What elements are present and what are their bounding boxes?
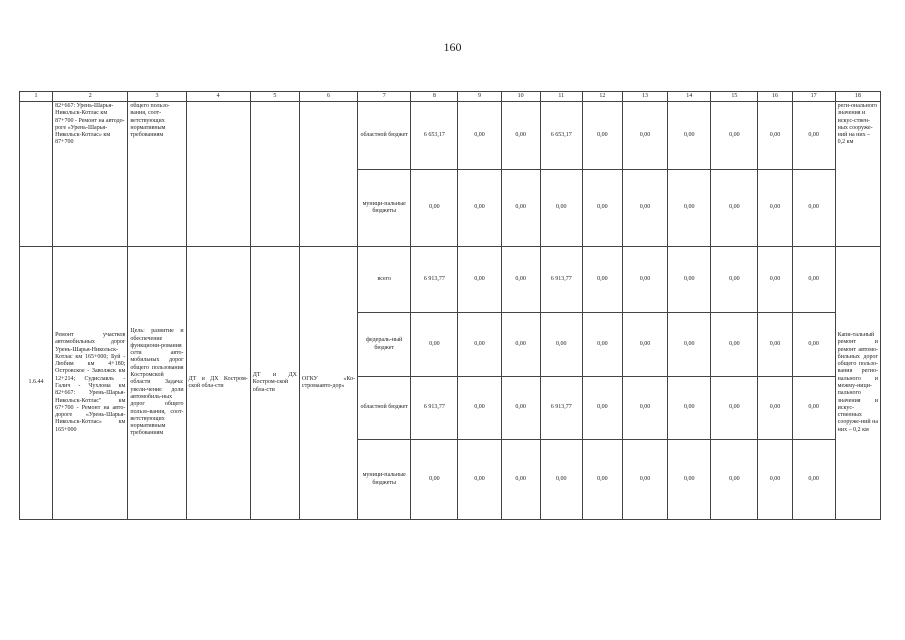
value-cell: 0,00 bbox=[622, 170, 667, 247]
item-number: 1.6.44 bbox=[20, 247, 53, 520]
col-header: 12 bbox=[582, 92, 622, 102]
value-cell: 0,00 bbox=[711, 247, 758, 313]
value-cell: 0,00 bbox=[668, 102, 711, 170]
cont-col6-cell bbox=[299, 102, 357, 247]
value-cell: 6 913,77 bbox=[540, 377, 582, 440]
value-cell: 6 913,77 bbox=[540, 247, 582, 313]
value-cell: 6 653,17 bbox=[540, 102, 582, 170]
page-number: 160 bbox=[443, 40, 462, 54]
value-cell: 0,00 bbox=[458, 313, 501, 377]
value-cell: 0,00 bbox=[711, 170, 758, 247]
col-header: 9 bbox=[458, 92, 501, 102]
col-header: 13 bbox=[622, 92, 667, 102]
col-header: 10 bbox=[501, 92, 540, 102]
cont-goal-cell: общего пользо-вания, соот-ветствующих нормативным требованиям bbox=[128, 102, 186, 247]
value-cell: 0,00 bbox=[668, 377, 711, 440]
col-header: 15 bbox=[711, 92, 758, 102]
item-goal-cell: Цель: развитие и обеспечение функциони-рования сети авто-мобильных дорог общего пользования Костромской области Задача: увели-чение доли автомобиль-ных дорог общего пользо-вания, соот-ветствующих нормативным требованиям bbox=[128, 247, 186, 520]
value-cell: 0,00 bbox=[792, 102, 835, 170]
value-cell: 0,00 bbox=[668, 247, 711, 313]
budget-category: всего bbox=[358, 247, 411, 313]
value-cell: 0,00 bbox=[711, 313, 758, 377]
value-cell: 0,00 bbox=[582, 247, 622, 313]
value-cell: 0,00 bbox=[501, 377, 540, 440]
value-cell: 0,00 bbox=[501, 102, 540, 170]
value-cell: 0,00 bbox=[411, 313, 458, 377]
col-header: 6 bbox=[299, 92, 357, 102]
item-result-cell: Капи-тальный ремонт и ремонт автомо-бильных дорог общего пользо-вания регио-нального и межму-ници-пального значения и искус-ственных сооруже-ний на них – 0,2 км bbox=[835, 247, 880, 520]
value-cell: 0,00 bbox=[501, 170, 540, 247]
budget-category: федераль-ный бюджет bbox=[358, 313, 411, 377]
value-cell: 0,00 bbox=[758, 313, 792, 377]
value-cell: 0,00 bbox=[711, 377, 758, 440]
value-cell: 0,00 bbox=[622, 102, 667, 170]
col-header: 3 bbox=[128, 92, 186, 102]
value-cell: 0,00 bbox=[711, 102, 758, 170]
item-name-cell: Ремонт участков автомобильных дорог Урень-Шарья-Никольск-Котлас км 165+000; Буй - Любим км 4+180; Островское - Заволжск км 12+214; Судиславль - Галич - Чухлома км 82+667: Урень-Шарья-Никольск-Котлас" км 67+700 - Ремонт на авто-дороге «Урень-Шарья-Никольск-Котлас» км 165+000 bbox=[53, 247, 128, 520]
value-cell: 0,00 bbox=[622, 377, 667, 440]
item-col5-cell: ДТ и ДХ Костром-ской обла-сти bbox=[250, 247, 299, 520]
value-cell: 0,00 bbox=[411, 170, 458, 247]
col-header: 1 bbox=[20, 92, 53, 102]
value-cell: 0,00 bbox=[501, 313, 540, 377]
value-cell: 0,00 bbox=[458, 440, 501, 520]
value-cell: 0,00 bbox=[792, 247, 835, 313]
value-cell: 6 913,77 bbox=[411, 247, 458, 313]
value-cell: 0,00 bbox=[582, 440, 622, 520]
cont-col5-cell bbox=[250, 102, 299, 247]
item-col4-cell: ДТ и ДХ Костром-ской обла-сти bbox=[186, 247, 250, 520]
value-cell: 0,00 bbox=[792, 170, 835, 247]
col-header: 4 bbox=[186, 92, 250, 102]
value-cell: 0,00 bbox=[622, 440, 667, 520]
table-row bbox=[20, 247, 881, 313]
value-cell: 0,00 bbox=[458, 247, 501, 313]
budget-category: муници-пальные бюджеты bbox=[358, 440, 411, 520]
col-header: 14 bbox=[668, 92, 711, 102]
cont-name-cell: 82+667: Урень-Шарья-Никольск-Котлас км 87+700 - Ремонт на автодо-роге «Урень-Шарья-Никольск-Котлас» км 87+700 bbox=[53, 102, 128, 247]
col-header: 18 bbox=[835, 92, 880, 102]
header-row bbox=[20, 92, 881, 102]
value-cell: 6 653,17 bbox=[411, 102, 458, 170]
cont-result-cell: реги-онального значения и искус-ствен-ных сооруже-ний на них – 0,2 км bbox=[835, 102, 880, 247]
value-cell: 0,00 bbox=[458, 170, 501, 247]
value-cell: 0,00 bbox=[758, 102, 792, 170]
budget-category: муници-пальные бюджеты bbox=[358, 170, 411, 247]
value-cell: 0,00 bbox=[792, 313, 835, 377]
value-cell: 0,00 bbox=[458, 377, 501, 440]
value-cell: 0,00 bbox=[668, 440, 711, 520]
value-cell: 0,00 bbox=[758, 170, 792, 247]
col-header: 5 bbox=[250, 92, 299, 102]
value-cell: 0,00 bbox=[540, 440, 582, 520]
value-cell: 0,00 bbox=[792, 377, 835, 440]
col-header: 11 bbox=[540, 92, 582, 102]
value-cell: 0,00 bbox=[758, 377, 792, 440]
cont-no-cell bbox=[20, 102, 53, 247]
col-header: 2 bbox=[53, 92, 128, 102]
value-cell: 0,00 bbox=[668, 313, 711, 377]
budget-table bbox=[19, 91, 881, 520]
value-cell: 0,00 bbox=[582, 313, 622, 377]
value-cell: 0,00 bbox=[501, 247, 540, 313]
budget-category: областной бюджет bbox=[358, 377, 411, 440]
value-cell: 0,00 bbox=[501, 440, 540, 520]
value-cell: 0,00 bbox=[711, 440, 758, 520]
col-header: 7 bbox=[358, 92, 411, 102]
value-cell: 0,00 bbox=[582, 102, 622, 170]
item-col6-cell: ОГКУ «Ко-стромаавто-дор» bbox=[299, 247, 357, 520]
value-cell: 0,00 bbox=[458, 102, 501, 170]
cont-col4-cell bbox=[186, 102, 250, 247]
value-cell: 0,00 bbox=[540, 313, 582, 377]
value-cell: 6 913,77 bbox=[411, 377, 458, 440]
value-cell: 0,00 bbox=[582, 170, 622, 247]
value-cell: 0,00 bbox=[622, 247, 667, 313]
value-cell: 0,00 bbox=[540, 170, 582, 247]
value-cell: 0,00 bbox=[758, 440, 792, 520]
col-header: 17 bbox=[792, 92, 835, 102]
value-cell: 0,00 bbox=[792, 440, 835, 520]
col-header: 8 bbox=[411, 92, 458, 102]
table-row bbox=[20, 102, 881, 170]
value-cell: 0,00 bbox=[622, 313, 667, 377]
value-cell: 0,00 bbox=[411, 440, 458, 520]
value-cell: 0,00 bbox=[668, 170, 711, 247]
budget-category: областной бюджет bbox=[358, 102, 411, 170]
value-cell: 0,00 bbox=[758, 247, 792, 313]
value-cell: 0,00 bbox=[582, 377, 622, 440]
col-header: 16 bbox=[758, 92, 792, 102]
